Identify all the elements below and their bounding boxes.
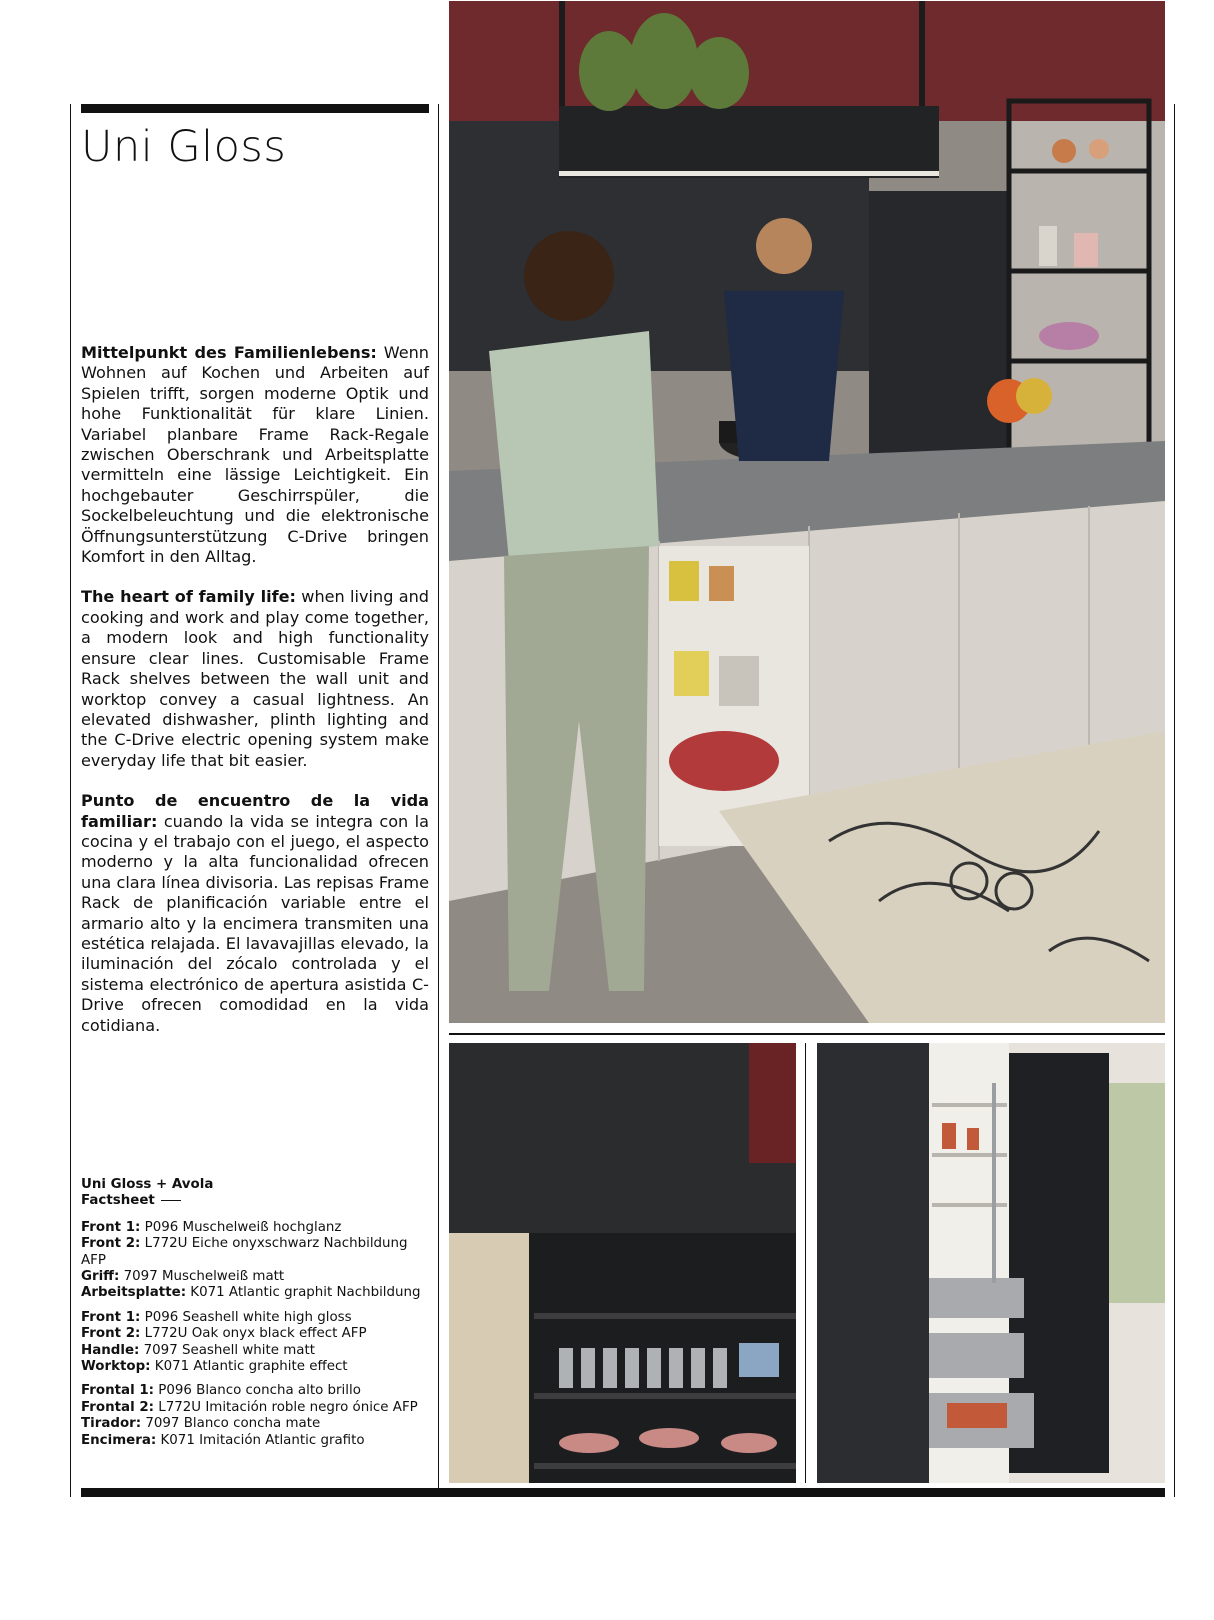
factsheet-row: Front 2: L772U Eiche onyxschwarz Nachbildung AFP (81, 1236, 408, 1268)
pantry-unit-photo (817, 1043, 1165, 1483)
paragraph-lead: Mittelpunkt des Familienlebens: (81, 343, 377, 362)
kitchen-scene-illustration (449, 1, 1165, 1023)
paragraph-lead: The heart of family life: (81, 587, 296, 607)
wall-unit-illustration (449, 1043, 796, 1483)
factsheet-block-spanish (81, 1383, 421, 1449)
paragraph-body: when living and cooking and work and play come together, a modern look and high functionality ensure clear lines. Customisable Frame Rack shelves between the wall unit and worktop convey a casual lightness. An elevated dishwasher, plinth lighting and the C-Drive electric opening system make everyday life that bit easier. (81, 587, 429, 770)
paragraph-body: cuando la vida se integra con la cocina y el trabajo con el juego, el aspecto moderno y la alta funcionalidad ofrecen una clara línea divisoria. Las repisas Frame Rack de planificación variable entre el armario alto y la encimera transmiten una estética relajada. El lavavajillas elevado, la iluminación del zócalo controlada y el sistema electrónico de apertura asistida C-Drive ofrecen comodidad en la vida cotidiana. (81, 811, 429, 1035)
title-top-bar (81, 104, 429, 113)
bottom-bar (81, 1488, 1165, 1497)
factsheet-dash (161, 1200, 181, 1202)
right-frame-line (1174, 104, 1175, 1497)
paragraph-spanish (81, 791, 429, 1036)
bottom-photos-divider (805, 1043, 806, 1483)
factsheet-block-german (81, 1220, 421, 1302)
factsheet-row: Frontal 2: L772U Imitación roble negro ónice AFP (81, 1399, 418, 1415)
factsheet-label-row (81, 1193, 421, 1209)
factsheet-row: Tirador: 7097 Blanco concha mate (81, 1416, 321, 1432)
factsheet-block-english (81, 1310, 421, 1376)
factsheet-label: Factsheet (81, 1193, 155, 1209)
body-text (81, 343, 429, 1056)
photo-separator-line (449, 1033, 1165, 1035)
paragraph-body: Wenn Wohnen auf Kochen und Arbeiten auf Spielen trifft, sorgen moderne Optik und hohe Funktionalität für klare Linien. Variabel planbare Frame Rack-Regale zwischen Oberschrank und Arbeitsplatte vermitteln eine lässige Leichtigkeit. Ein hochgebauter Geschirrspüler, die Sockelbeleuchtung und die elektronische Öffnungsunterstützung C-Drive bringen Komfort in den Alltag. (81, 343, 430, 567)
factsheet-product: Uni Gloss + Avola (81, 1177, 214, 1192)
factsheet (81, 1177, 421, 1457)
factsheet-row: Front 2: L772U Oak onyx black effect AFP (81, 1326, 367, 1342)
page-title: Uni Gloss (81, 122, 287, 172)
factsheet-row: Handle: 7097 Seashell white matt (81, 1342, 315, 1358)
pantry-unit-illustration (817, 1043, 1165, 1483)
factsheet-row: Front 1: P096 Muschelweiß hochglanz (81, 1219, 342, 1235)
factsheet-row: Front 1: P096 Seashell white high gloss (81, 1309, 352, 1325)
factsheet-row: Arbeitsplatte: K071 Atlantic graphit Nachbildung (81, 1285, 421, 1301)
kitchen-main-photo (449, 1, 1165, 1023)
factsheet-row: Worktop: K071 Atlantic graphite effect (81, 1359, 348, 1375)
column-divider-line (438, 104, 439, 1497)
factsheet-row: Frontal 1: P096 Blanco concha alto brillo (81, 1383, 361, 1399)
factsheet-heading (81, 1177, 421, 1210)
factsheet-row: Griff: 7097 Muschelweiß matt (81, 1269, 285, 1285)
paragraph-lead: Punto de encuentro de la vida familiar: (81, 791, 429, 831)
paragraph-english (81, 587, 429, 771)
left-frame-line (70, 104, 71, 1497)
factsheet-row: Encimera: K071 Imitación Atlantic grafito (81, 1432, 365, 1448)
wall-unit-photo (449, 1043, 796, 1483)
paragraph-german (81, 343, 429, 567)
